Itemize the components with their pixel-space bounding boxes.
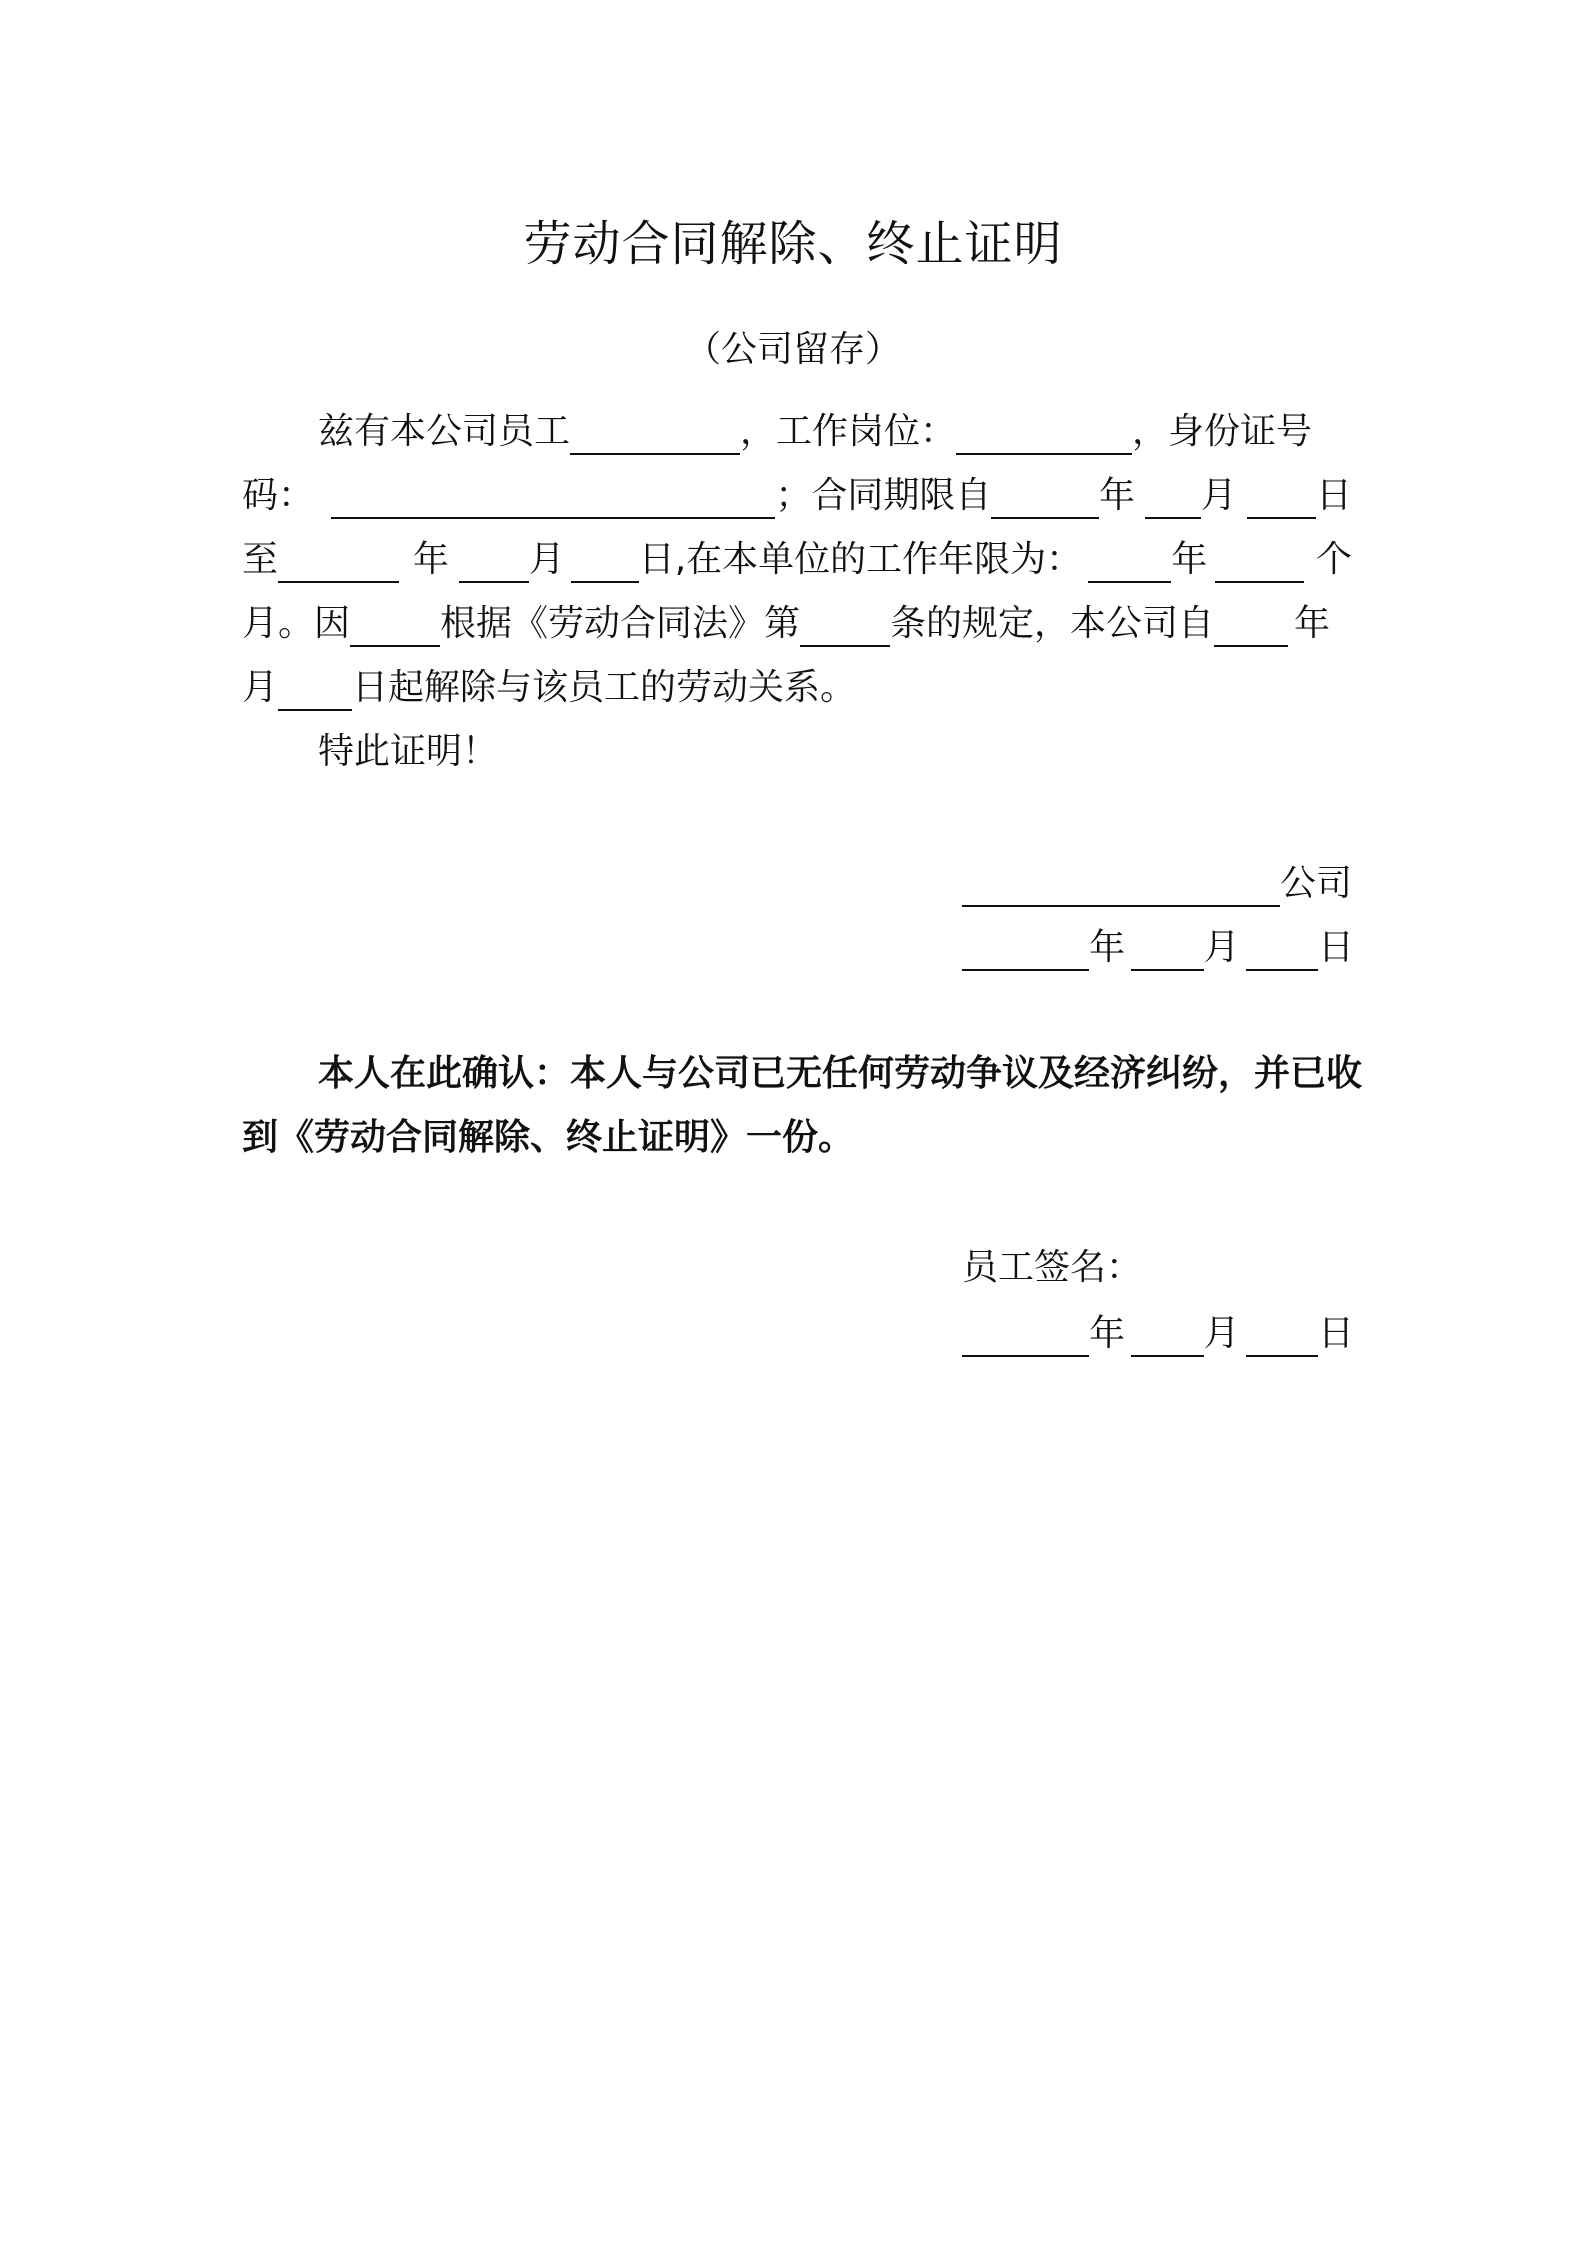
confirm-line-1 (242, 1046, 1363, 1102)
body-line-certify (242, 724, 1352, 780)
text-reason-label: 月。因 (242, 603, 351, 644)
text-day: 日 (1315, 475, 1352, 516)
text-day: 日 (1317, 927, 1354, 968)
company-date-line (962, 920, 1354, 976)
text-year: 年 (1089, 1313, 1126, 1354)
blank-contract-end-month[interactable] (459, 537, 529, 583)
blank-contract-end-year[interactable] (278, 537, 399, 583)
blank-termination-month[interactable] (278, 665, 352, 711)
blank-contract-start-month[interactable] (1145, 473, 1201, 519)
body-line-2 (242, 468, 1352, 524)
blank-work-months[interactable] (1215, 537, 1304, 583)
blank-law-article[interactable] (800, 601, 890, 647)
text-day: 日 (1317, 1313, 1354, 1354)
text-certify: 特此证明！ (318, 731, 499, 772)
text-month: 月 (1203, 1313, 1240, 1354)
blank-employee-name[interactable] (570, 409, 740, 455)
text-month: 月 (1203, 927, 1240, 968)
text-termination-statement: 日起解除与该员工的劳动关系。 (352, 667, 857, 708)
blank-company-date-month[interactable] (1131, 925, 1203, 971)
text-year: 年 (1294, 603, 1331, 644)
text-year: 年 (1171, 539, 1208, 580)
text-work-years-label: 日,在本单位的工作年限为： (638, 539, 1083, 580)
blank-contract-start-year[interactable] (991, 473, 1099, 519)
text-position-label: ，工作岗位： (740, 411, 957, 452)
employee-signature-line (962, 1240, 1354, 1296)
blank-contract-start-day[interactable] (1247, 473, 1316, 519)
blank-id-number[interactable] (331, 473, 775, 519)
text-year: 年 (412, 539, 449, 580)
text-year: 年 (1089, 927, 1126, 968)
blank-company-date-year[interactable] (962, 925, 1089, 971)
text-id-label-cont: 码： (242, 475, 315, 516)
text-confirm-2: 到《劳动合同解除、终止证明》一份。 (242, 1117, 855, 1158)
text-confirm-1: 本人在此确认：本人与公司已无任何劳动争议及经济纠纷，并已收 (318, 1053, 1363, 1094)
text-employee-sign-label: 员工签名： (962, 1247, 1143, 1288)
blank-contract-end-day[interactable] (571, 537, 639, 583)
text-company: 公司 (1280, 863, 1353, 904)
text-month: 月 (528, 539, 565, 580)
blank-work-years[interactable] (1088, 537, 1171, 583)
blank-employee-date-year[interactable] (962, 1311, 1089, 1357)
document-subtitle: （公司留存） (684, 329, 901, 370)
text-month-unit: 个 (1315, 539, 1352, 580)
blank-employee-date-day[interactable] (1246, 1311, 1318, 1357)
blank-company-date-day[interactable] (1246, 925, 1318, 971)
blank-employee-date-month[interactable] (1131, 1311, 1203, 1357)
document-title: 劳动合同解除、终止证明 (523, 216, 1063, 272)
employee-date-line (962, 1306, 1354, 1362)
blank-position[interactable] (956, 409, 1132, 455)
text-contract-from: ；合同期限自 (775, 475, 992, 516)
blank-termination-year[interactable] (1214, 601, 1288, 647)
blank-reason[interactable] (350, 601, 440, 647)
text-id-label: ，身份证号 (1132, 411, 1313, 452)
body-line-3 (242, 532, 1352, 588)
company-signature-line (962, 856, 1354, 912)
text-law-article-label: 根据《劳动合同法》第 (440, 603, 801, 644)
body-line-5 (242, 660, 1352, 716)
body-line-4 (242, 596, 1352, 652)
confirm-line-2 (242, 1110, 1352, 1166)
text-year: 年 (1099, 475, 1136, 516)
text-month: 月 (242, 667, 279, 708)
text-month: 月 (1200, 475, 1237, 516)
body-line-1 (242, 404, 1352, 460)
text-regulation: 条的规定，本公司自 (890, 603, 1215, 644)
blank-company-name[interactable] (962, 861, 1280, 907)
text-to: 至 (242, 539, 279, 580)
text-employee-intro: 兹有本公司员工 (318, 411, 571, 452)
